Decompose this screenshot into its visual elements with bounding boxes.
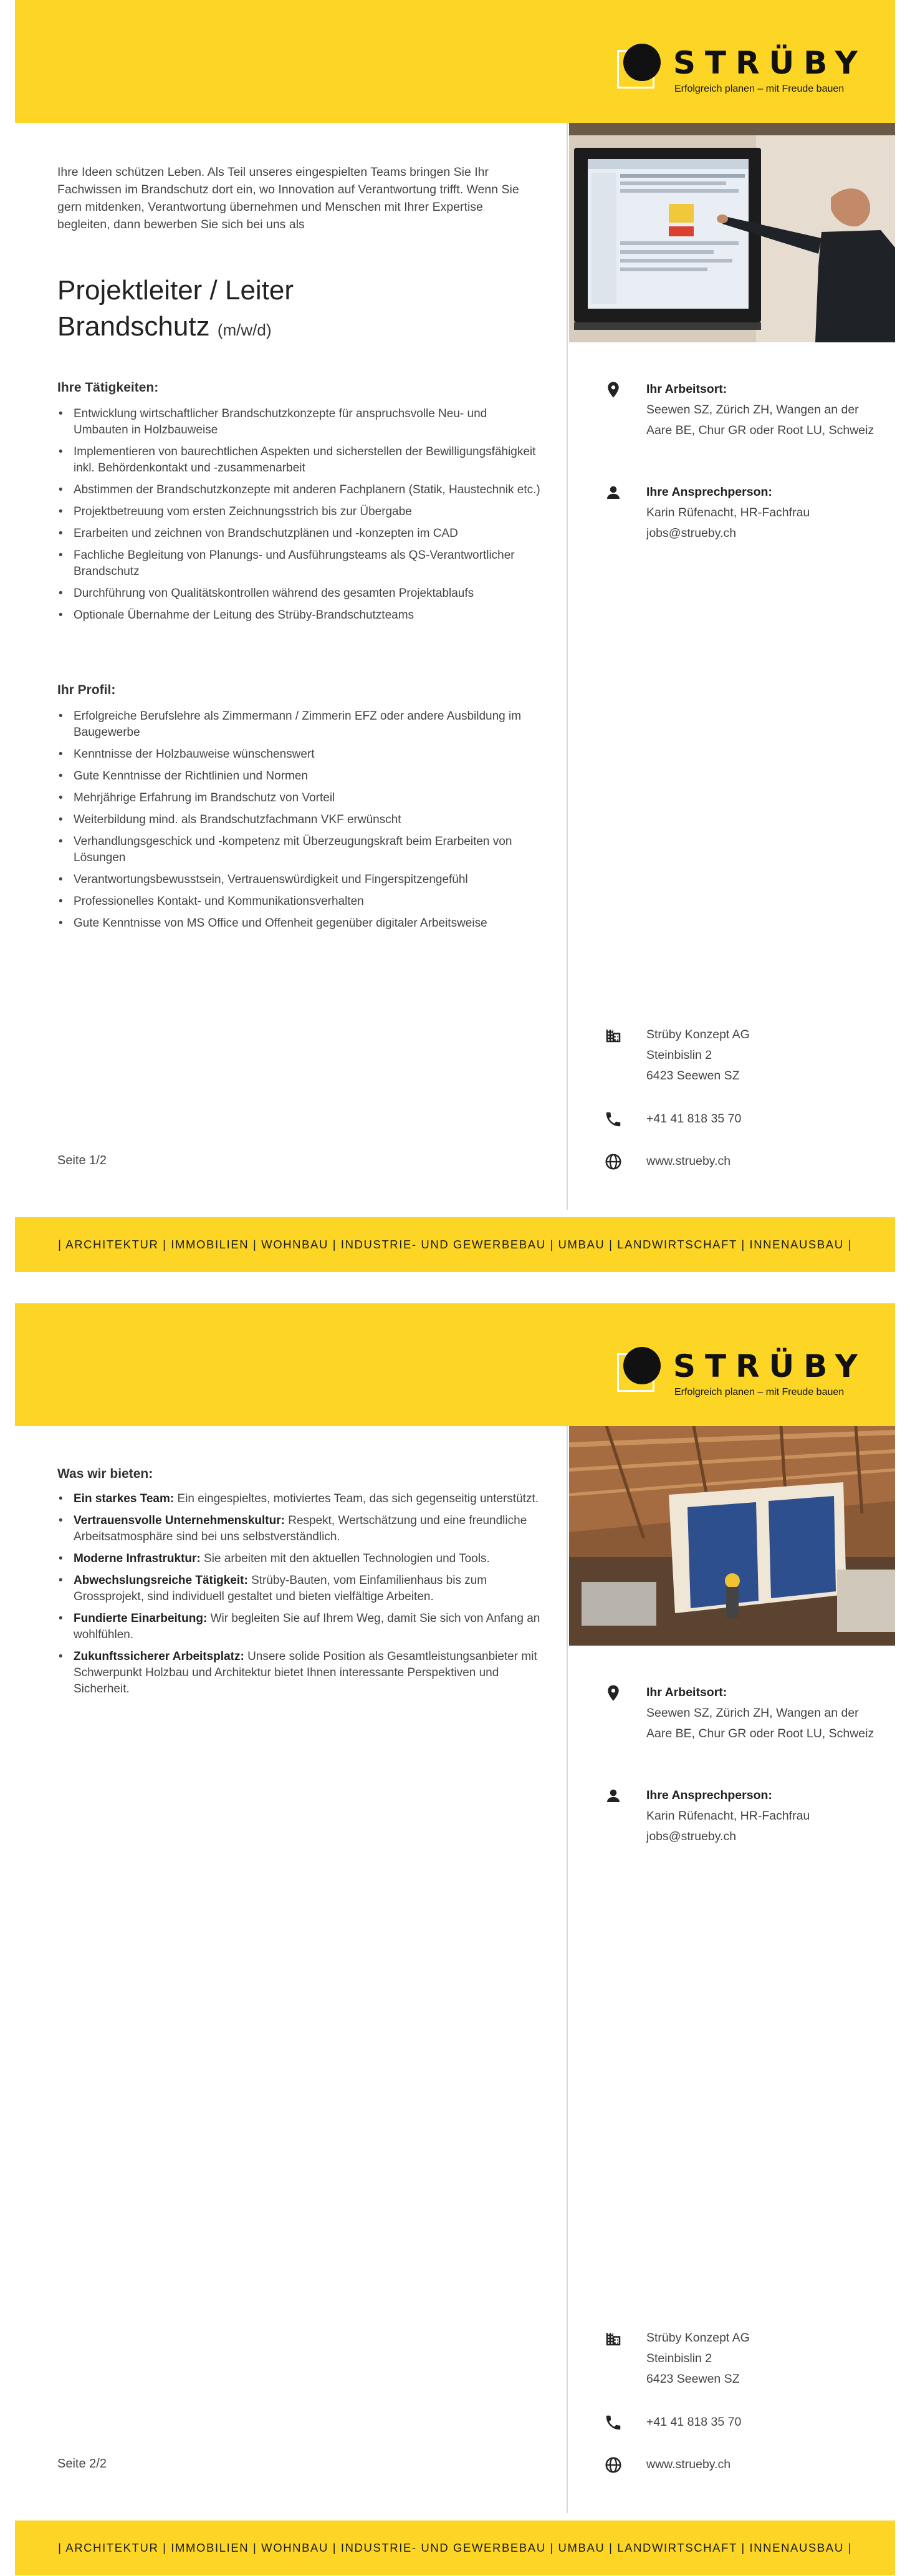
workplace-block xyxy=(604,1682,884,1770)
list-item xyxy=(57,1611,544,1643)
building-icon xyxy=(604,1026,623,1044)
offer-text: Wir begleiten Sie auf Ihrem Weg, damit Sie sich von Anfang an wohlfühlen. xyxy=(74,1612,540,1641)
intro-text: Ihre Ideen schützen Leben. Als Teil unseres eingespielten Teams bringen Sie Ihr Fachwissen im Brandschutz dort ein, wo Innovation auf Verantwortung trifft. Wenn Sie gern mitdenken, Verantwortung übernehmen und Menschen mit Ihrer Expertise begleiten, dann bewerben Sie sich bei uns als xyxy=(57,165,519,231)
offer-label: Vertrauensvolle Unternehmenskultur: xyxy=(74,1514,285,1527)
company-name: Strüby Konzept AG xyxy=(646,2331,750,2345)
workplace-label: Ihr Arbeitsort: xyxy=(646,1686,727,1699)
tasks-list xyxy=(57,406,544,629)
logo-mark-icon xyxy=(615,1347,662,1394)
strueby-logo[interactable] xyxy=(615,44,867,100)
page-number: Seite 1/2 xyxy=(57,1154,107,1167)
job-title-line2: Brandschutz xyxy=(57,311,210,342)
list-item: • Entwicklung wirtschaftlicher Brandschutzkonzepte für anspruchsvolle Neu- und Umbauten in Holzbauweise xyxy=(57,406,544,438)
list-item: • Professionelles Kontakt- und Kommunikationsverhalten xyxy=(57,894,544,910)
list-item: • Mehrjährige Erfahrung im Brandschutz von Vorteil xyxy=(57,790,544,806)
contact-email-link[interactable]: jobs@strueby.ch xyxy=(646,526,737,540)
list-item: • Erfolgreiche Berufslehre als Zimmermann / Zimmerin EFZ oder andere Ausbildung im Baugewerbe xyxy=(57,708,544,741)
list-item xyxy=(57,1551,544,1567)
offer-list xyxy=(57,1491,544,1703)
logo-mark-icon xyxy=(615,44,662,91)
company-city: 6423 Seewen SZ xyxy=(646,1069,740,1083)
footer-services-text: | ARCHITEKTUR | IMMOBILIEN | WOHNBAU | INDUSTRIE- UND GEWERBEBAU | UMBAU | LANDWIRTSCHAFT | INNENAUSBAU | xyxy=(58,2541,852,2554)
list-item: • Optionale Übernahme der Leitung des Strüby-Brandschutzteams xyxy=(57,607,544,624)
person-icon xyxy=(604,1787,623,1805)
phone-block xyxy=(604,1109,884,1131)
website-link[interactable]: www.strueby.ch xyxy=(646,2458,731,2471)
list-item xyxy=(57,1491,544,1507)
offer-text: Ein eingespieltes, motiviertes Team, das sich gegenseitig unterstützt. xyxy=(177,1492,539,1505)
offer-text: Respekt, Wertschätzung und eine freundliche Arbeitsatmosphäre sind bei uns selbstverständlich. xyxy=(74,1514,527,1543)
job-title xyxy=(57,273,294,348)
location-pin-icon xyxy=(604,380,623,399)
page-number: Seite 2/2 xyxy=(57,2457,107,2471)
column-divider xyxy=(567,123,568,1210)
tasks-heading: Ihre Tätigkeiten: xyxy=(57,380,159,395)
contact-name: Karin Rüfenacht, HR-Fachfrau xyxy=(646,1809,810,1823)
contact-label: Ihre Ansprechperson: xyxy=(646,1788,772,1802)
list-item xyxy=(57,1573,544,1605)
photo-timber-workshop xyxy=(569,1426,895,1646)
logo-tagline: Erfolgreich planen – mit Freude bauen xyxy=(674,1387,845,1397)
offer-text: Unsere solide Position als Gesamtleistungsanbieter mit Schwerpunkt Holzbau und Architektur bietet Ihnen interessante Perspektiven und Sicherheit. xyxy=(74,1650,537,1696)
list-item: • Weiterbildung mind. als Brandschutzfachmann VKF erwünscht xyxy=(57,812,544,828)
location-pin-icon xyxy=(604,1684,623,1702)
profile-list xyxy=(57,708,544,937)
person-icon xyxy=(604,483,623,502)
phone-block xyxy=(604,2412,884,2434)
phone-icon xyxy=(604,2413,623,2432)
company-address-block xyxy=(604,2328,884,2393)
phone-number-link[interactable]: +41 41 818 35 70 xyxy=(646,1112,742,1126)
offer-label: Fundierte Einarbeitung: xyxy=(74,1612,208,1625)
list-item: • Projektbetreuung vom ersten Zeichnungsstrich bis zur Übergabe xyxy=(57,504,544,520)
list-item: • Verantwortungsbewusstsein, Vertrauenswürdigkeit und Fingerspitzengefühl xyxy=(57,872,544,888)
job-title-suffix: (m/w/d) xyxy=(217,321,272,339)
logo-tagline: Erfolgreich planen – mit Freude bauen xyxy=(674,84,845,94)
list-item: • Verhandlungsgeschick und -kompetenz mit Überzeugungskraft beim Erarbeiten von Lösungen xyxy=(57,834,544,866)
list-item: • Gute Kenntnisse der Richtlinien und Normen xyxy=(57,768,544,784)
job-ad-page-1 xyxy=(15,0,895,1272)
list-item: • Abstimmen der Brandschutzkonzepte mit anderen Fachplanern (Statik, Haustechnik etc.) xyxy=(57,482,544,498)
website-block xyxy=(604,1151,884,1174)
company-address-block xyxy=(604,1025,884,1090)
job-title-line1: Projektleiter / Leiter xyxy=(57,275,294,306)
footer-band xyxy=(15,1217,895,1272)
contact-name: Karin Rüfenacht, HR-Fachfrau xyxy=(646,506,810,519)
list-item: • Gute Kenntnisse von MS Office und Offenheit gegenüber digitaler Arbeitsweise xyxy=(57,915,544,932)
footer-services-text: | ARCHITEKTUR | IMMOBILIEN | WOHNBAU | INDUSTRIE- UND GEWERBEBAU | UMBAU | LANDWIRTSCHAFT | INNENAUSBAU | xyxy=(58,1238,852,1251)
contact-block xyxy=(604,1785,884,1854)
offer-text: Strüby-Bauten, vom Einfamilienhaus bis zum Grossprojekt, sind individuell gestaltet und bieten vielfältige Arbeiten. xyxy=(74,1574,487,1603)
workplace-block xyxy=(604,379,884,466)
workplace-value: Seewen SZ, Zürich ZH, Wangen an der Aare BE, Chur GR oder Root LU, Schweiz xyxy=(646,403,874,437)
photo-presenter-at-screen xyxy=(569,123,895,342)
website-link[interactable]: www.strueby.ch xyxy=(646,1154,731,1168)
list-item xyxy=(57,1649,544,1697)
list-item: • Erarbeiten und zeichnen von Brandschutzplänen und -konzepten im CAD xyxy=(57,526,544,542)
company-city: 6423 Seewen SZ xyxy=(646,2372,740,2386)
header-band xyxy=(15,0,895,123)
list-item: • Durchführung von Qualitätskontrollen während des gesamten Projektablaufs xyxy=(57,586,544,602)
list-item: • Fachliche Begleitung von Planungs- und Ausführungsteams als QS-Verantwortlicher Brandschutz xyxy=(57,548,544,580)
company-street: Steinbislin 2 xyxy=(646,2352,712,2365)
offer-label: Ein starkes Team: xyxy=(74,1492,175,1505)
list-item xyxy=(57,1513,544,1545)
phone-icon xyxy=(604,1110,623,1129)
company-name: Strüby Konzept AG xyxy=(646,1028,750,1041)
list-item: • Implementieren von baurechtlichen Aspekten und sicherstellen der Bewilligungsfähigkeit inkl. Behördenkontakt und -zusammenarbeit xyxy=(57,444,544,476)
offer-heading: Was wir bieten: xyxy=(57,1467,153,1481)
website-block xyxy=(604,2454,884,2477)
logo-wordmark: STRÜBY xyxy=(673,1348,867,1384)
phone-number-link[interactable]: +41 41 818 35 70 xyxy=(646,2415,742,2429)
profile-heading: Ihr Profil: xyxy=(57,683,116,697)
logo-wordmark: STRÜBY xyxy=(673,45,867,81)
contact-label: Ihre Ansprechperson: xyxy=(646,485,772,499)
header-band xyxy=(15,1303,895,1426)
building-icon xyxy=(604,2329,623,2348)
offer-label: Abwechslungsreiche Tätigkeit: xyxy=(74,1574,248,1587)
globe-icon xyxy=(604,2456,623,2474)
globe-icon xyxy=(604,1152,623,1171)
footer-band xyxy=(15,2521,895,2575)
list-item: • Kenntnisse der Holzbauweise wünschenswert xyxy=(57,746,544,763)
contact-email-link[interactable]: jobs@strueby.ch xyxy=(646,1830,737,1843)
company-street: Steinbislin 2 xyxy=(646,1048,712,1062)
workplace-label: Ihr Arbeitsort: xyxy=(646,382,727,396)
job-ad-page-2 xyxy=(15,1303,895,2575)
workplace-value: Seewen SZ, Zürich ZH, Wangen an der Aare BE, Chur GR oder Root LU, Schweiz xyxy=(646,1706,874,1740)
offer-label: Moderne Infrastruktur: xyxy=(74,1552,201,1565)
offer-label: Zukunftssicherer Arbeitsplatz: xyxy=(74,1650,244,1663)
contact-block xyxy=(604,482,884,551)
strueby-logo[interactable] xyxy=(615,1347,867,1403)
column-divider xyxy=(567,1426,568,2513)
offer-text: Sie arbeiten mit den aktuellen Technologien und Tools. xyxy=(204,1552,490,1565)
